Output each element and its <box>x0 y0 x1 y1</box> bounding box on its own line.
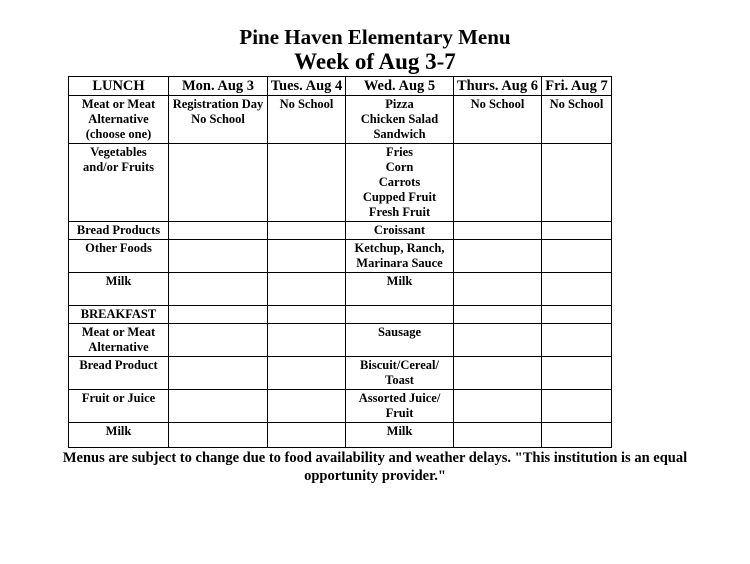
menu-cell-fri <box>542 144 612 222</box>
row-label: Meat or Meat Alternative (choose one) <box>69 96 169 144</box>
menu-cell-thu <box>454 222 542 240</box>
column-header-wed: Wed. Aug 5 <box>346 77 454 96</box>
menu-cell-fri <box>542 423 612 448</box>
row-label: Vegetables and/or Fruits <box>69 144 169 222</box>
menu-cell-fri <box>542 357 612 390</box>
menu-cell-thu <box>454 306 542 324</box>
menu-cell-mon: Registration Day No School <box>169 96 268 144</box>
menu-cell-wed: Milk <box>346 273 454 306</box>
header-row <box>69 77 612 96</box>
menu-cell-fri <box>542 324 612 357</box>
menu-cell-mon <box>169 423 268 448</box>
menu-cell-mon <box>169 273 268 306</box>
menu-cell-tue <box>268 306 346 324</box>
menu-cell-wed <box>346 306 454 324</box>
table-row <box>69 306 612 324</box>
menu-cell-wed: Sausage <box>346 324 454 357</box>
column-header-mon: Mon. Aug 3 <box>169 77 268 96</box>
table-row <box>69 96 612 144</box>
menu-cell-mon <box>169 357 268 390</box>
menu-cell-fri <box>542 390 612 423</box>
row-label: Bread Products <box>69 222 169 240</box>
footer-note: Menus are subject to change due to food availability and weather delays. "This institution is an equal opportunity provider." <box>62 450 688 484</box>
menu-cell-fri: No School <box>542 96 612 144</box>
menu-cell-fri <box>542 273 612 306</box>
menu-cell-thu <box>454 423 542 448</box>
menu-cell-fri <box>542 222 612 240</box>
table-row <box>69 240 612 273</box>
menu-cell-thu <box>454 324 542 357</box>
menu-cell-tue <box>268 273 346 306</box>
menu-cell-mon <box>169 306 268 324</box>
menu-cell-tue: No School <box>268 96 346 144</box>
menu-cell-wed: Pizza Chicken Salad Sandwich <box>346 96 454 144</box>
menu-cell-tue <box>268 423 346 448</box>
lunch-header: LUNCH <box>69 77 169 96</box>
table-row <box>69 390 612 423</box>
menu-cell-wed: Ketchup, Ranch, Marinara Sauce <box>346 240 454 273</box>
menu-cell-tue <box>268 240 346 273</box>
table-row <box>69 273 612 306</box>
menu-cell-wed: Milk <box>346 423 454 448</box>
menu-cell-tue <box>268 222 346 240</box>
row-label: Meat or Meat Alternative <box>69 324 169 357</box>
row-label: Bread Product <box>69 357 169 390</box>
menu-cell-fri <box>542 240 612 273</box>
menu-cell-mon <box>169 144 268 222</box>
menu-cell-tue <box>268 390 346 423</box>
row-label: Milk <box>69 423 169 448</box>
menu-week-title: Week of Aug 3-7 <box>294 49 456 74</box>
menu-cell-tue <box>268 357 346 390</box>
menu-cell-mon <box>169 222 268 240</box>
row-label: Milk <box>69 273 169 306</box>
menu-cell-thu: No School <box>454 96 542 144</box>
menu-table <box>68 76 612 448</box>
row-label: Fruit or Juice <box>69 390 169 423</box>
table-row <box>69 324 612 357</box>
menu-cell-wed: Croissant <box>346 222 454 240</box>
menu-cell-wed: Fries Corn Carrots Cupped Fruit Fresh Fruit <box>346 144 454 222</box>
menu-title: Pine Haven Elementary Menu <box>239 25 511 49</box>
menu-cell-tue <box>268 324 346 357</box>
menu-cell-wed: Assorted Juice/ Fruit <box>346 390 454 423</box>
menu-cell-thu <box>454 390 542 423</box>
table-row <box>69 357 612 390</box>
menu-cell-thu <box>454 357 542 390</box>
table-row <box>69 222 612 240</box>
row-label: Other Foods <box>69 240 169 273</box>
menu-cell-tue <box>268 144 346 222</box>
table-row <box>69 423 612 448</box>
menu-cell-fri <box>542 306 612 324</box>
menu-cell-thu <box>454 240 542 273</box>
menu-cell-mon <box>169 390 268 423</box>
column-header-thu: Thurs. Aug 6 <box>454 77 542 96</box>
menu-cell-mon <box>169 324 268 357</box>
row-label: BREAKFAST <box>69 306 169 324</box>
menu-cell-mon <box>169 240 268 273</box>
table-row <box>69 144 612 222</box>
column-header-fri: Fri. Aug 7 <box>542 77 612 96</box>
menu-cell-wed: Biscuit/Cereal/ Toast <box>346 357 454 390</box>
column-header-tue: Tues. Aug 4 <box>268 77 346 96</box>
menu-cell-thu <box>454 273 542 306</box>
menu-cell-thu <box>454 144 542 222</box>
